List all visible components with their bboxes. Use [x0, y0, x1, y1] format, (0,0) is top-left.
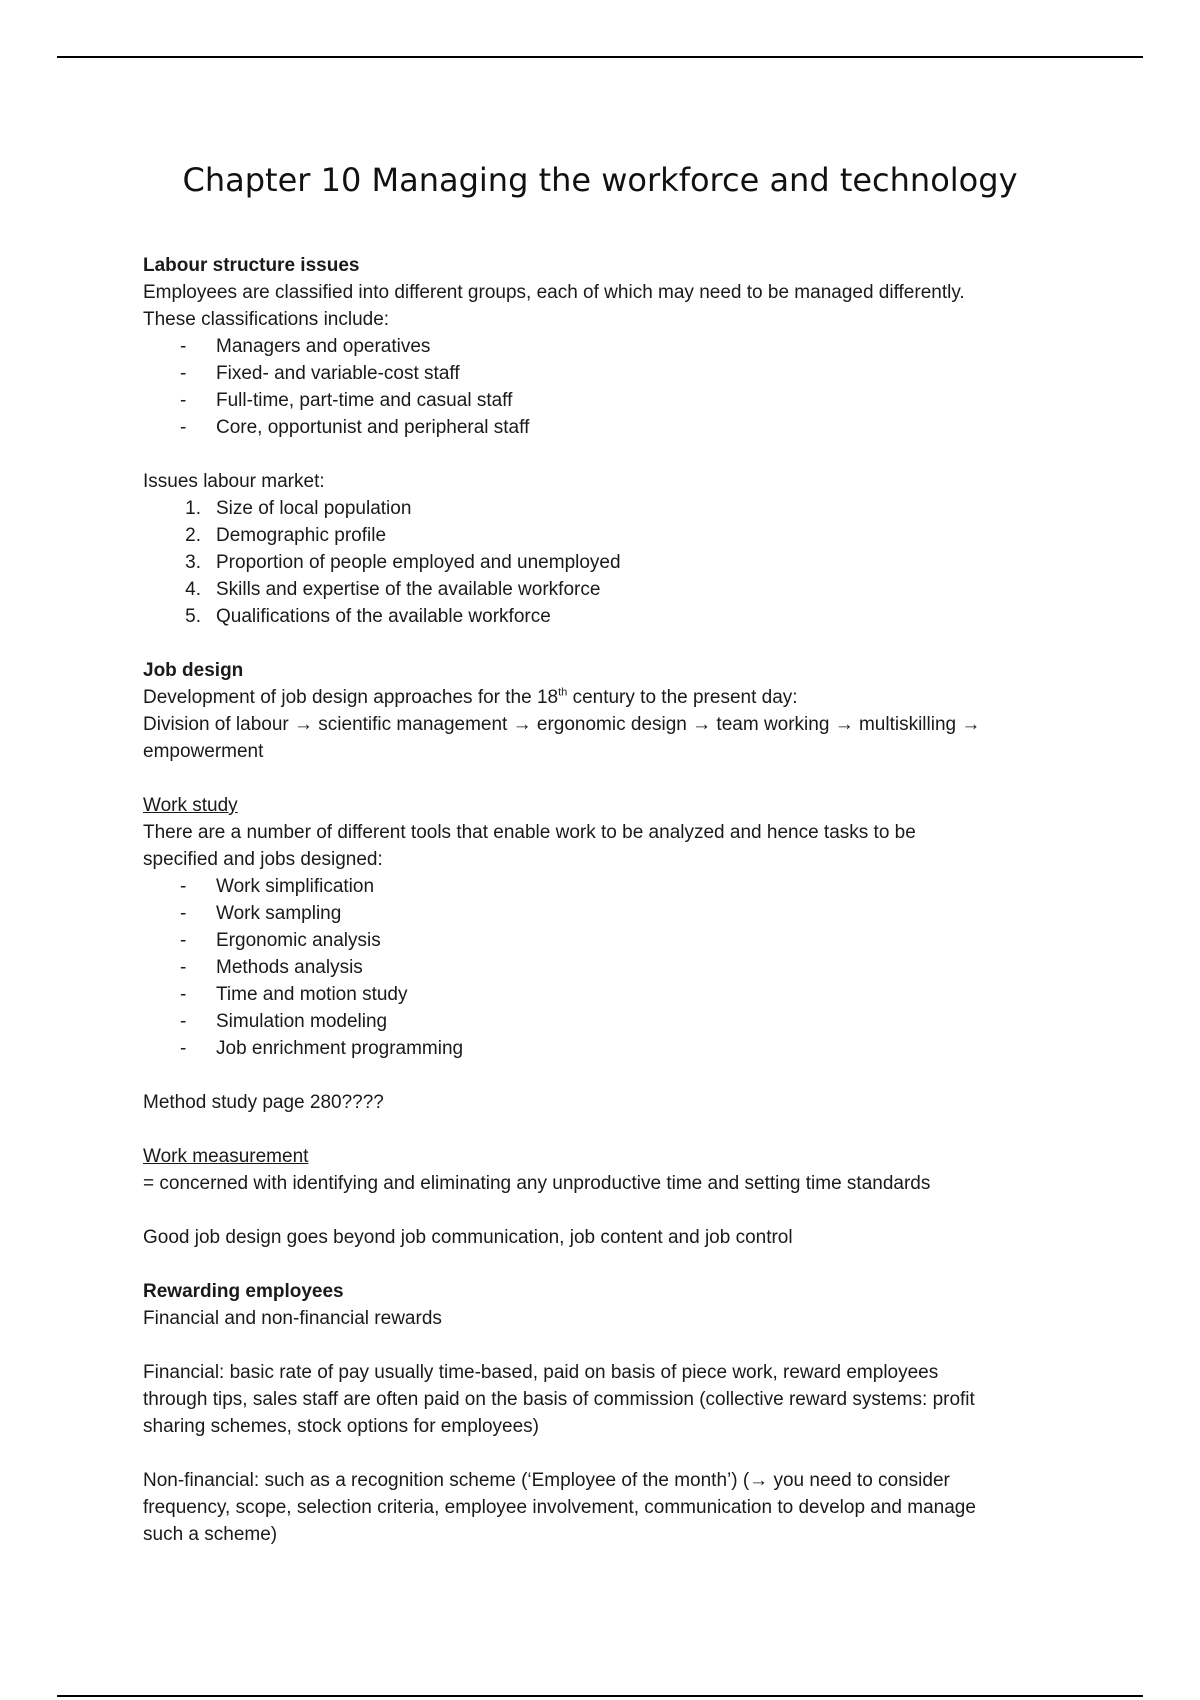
subheading-work-study: Work study [143, 795, 238, 816]
paragraph: = concerned with identifying and eliminating any unproductive time and setting time standards [143, 1173, 931, 1194]
paragraph: There are a number of different tools that enable work to be analyzed and hence tasks to be [143, 822, 916, 843]
document-page [143, 160, 1063, 1548]
list-item: - Core, opportunist and peripheral staff [143, 414, 1063, 441]
paragraph: Issues labour market: [143, 471, 325, 492]
list-item: - Time and motion study [143, 981, 1063, 1008]
list-number: 1. [185, 498, 201, 519]
list-item: 4. Skills and expertise of the available workforce [143, 576, 1063, 603]
paragraph: through tips, sales staff are often paid on the basis of commission (collective reward systems: profit [143, 1389, 975, 1410]
section-heading-rewarding: Rewarding employees [143, 1281, 344, 1302]
paragraph: Financial: basic rate of pay usually time-based, paid on basis of piece work, reward employees [143, 1362, 939, 1383]
subheading-work-measurement: Work measurement [143, 1146, 309, 1167]
list-number: 3. [185, 552, 201, 573]
paragraph: Good job design goes beyond job communication, job content and job control [143, 1227, 793, 1248]
paragraph: sharing schemes, stock options for employees) [143, 1416, 540, 1437]
list-item: - Fixed- and variable-cost staff [143, 360, 1063, 387]
paragraph: empowerment [143, 741, 264, 762]
list-item: 3. Proportion of people employed and unemployed [143, 549, 1063, 576]
paragraph: such a scheme) [143, 1524, 278, 1545]
list-item: 5. Qualifications of the available workforce [143, 603, 1063, 630]
paragraph: Development of job design approaches for the 18th century to the present day: [143, 686, 798, 708]
list-item: 1. Size of local population [143, 495, 1063, 522]
paragraph: Method study page 280???? [143, 1092, 384, 1113]
paragraph: These classifications include: [143, 309, 390, 330]
list-number: 2. [185, 525, 201, 546]
paragraph: Financial and non-financial rewards [143, 1308, 442, 1329]
list-item: - Ergonomic analysis [143, 927, 1063, 954]
list-item: - Full-time, part-time and casual staff [143, 387, 1063, 414]
list-item: - Simulation modeling [143, 1008, 1063, 1035]
list-item: 2. Demographic profile [143, 522, 1063, 549]
header-rule [57, 56, 1143, 58]
list-item: - Managers and operatives [143, 333, 1063, 360]
paragraph: frequency, scope, selection criteria, employee involvement, communication to develop and manage [143, 1497, 976, 1518]
list-item: - Methods analysis [143, 954, 1063, 981]
classification-list [143, 333, 1063, 441]
section-heading-job-design: Job design [143, 660, 244, 681]
list-number: 5. [185, 606, 201, 627]
list-item: - Work sampling [143, 900, 1063, 927]
page-title: Chapter 10 Managing the workforce and technology [182, 161, 1018, 199]
list-item: - Job enrichment programming [143, 1035, 1063, 1062]
paragraph: Division of labour → scientific management → ergonomic design → team working → multiskilling → [143, 714, 981, 735]
list-item: - Work simplification [143, 873, 1063, 900]
paragraph: Non-financial: such as a recognition scheme (‘Employee of the month’) (→ you need to consider [143, 1470, 950, 1491]
paragraph: specified and jobs designed: [143, 849, 383, 870]
labour-market-list [143, 495, 1063, 630]
paragraph: Employees are classified into different groups, each of which may need to be managed differently. [143, 282, 965, 303]
footer-rule [57, 1695, 1143, 1697]
list-number: 4. [185, 579, 201, 600]
tools-list [143, 873, 1063, 1062]
section-heading-labour: Labour structure issues [143, 255, 360, 276]
